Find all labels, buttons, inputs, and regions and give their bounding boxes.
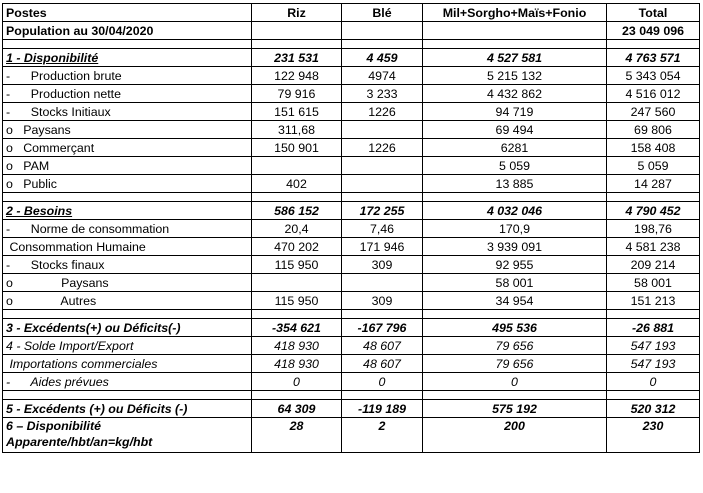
spacer-cell bbox=[342, 310, 423, 319]
spacer-cell bbox=[607, 193, 700, 202]
cell-label: - Stocks Initiaux bbox=[3, 103, 252, 121]
cell-ble: 1226 bbox=[342, 139, 423, 157]
cell-riz: 0 bbox=[252, 373, 342, 391]
spacer-row bbox=[3, 310, 700, 319]
cell-total: 4 516 012 bbox=[607, 85, 700, 103]
cell-riz: 586 152 bbox=[252, 202, 342, 220]
table-row bbox=[3, 256, 700, 274]
cell-total: 547 193 bbox=[607, 337, 700, 355]
cell-mil-sorgho: 200 bbox=[423, 418, 607, 453]
cell-mil-sorgho: 58 001 bbox=[423, 274, 607, 292]
cell-label: Importations commerciales bbox=[3, 355, 252, 373]
cell-total: 151 213 bbox=[607, 292, 700, 310]
table-row bbox=[3, 355, 700, 373]
spacer-cell bbox=[342, 193, 423, 202]
spacer-cell bbox=[252, 391, 342, 400]
cell-label: - Production nette bbox=[3, 85, 252, 103]
table-row bbox=[3, 337, 700, 355]
cell-total: 14 287 bbox=[607, 175, 700, 193]
table-row bbox=[3, 157, 700, 175]
cell-mil-sorgho: 495 536 bbox=[423, 319, 607, 337]
cell-riz: 231 531 bbox=[252, 49, 342, 67]
cell-ble: 309 bbox=[342, 292, 423, 310]
cell-total: 5 059 bbox=[607, 157, 700, 175]
cell-label: - Norme de consommation bbox=[3, 220, 252, 238]
spacer-cell bbox=[252, 310, 342, 319]
cereal-balance-table bbox=[2, 3, 700, 453]
cell-ble bbox=[342, 121, 423, 139]
cell-ble: 172 255 bbox=[342, 202, 423, 220]
table-row bbox=[3, 85, 700, 103]
header-mil-sorgho: Mil+Sorgho+Maïs+Fonio bbox=[423, 4, 607, 22]
cell-label: - Production brute bbox=[3, 67, 252, 85]
spacer-cell bbox=[423, 310, 607, 319]
cell-ble: 4974 bbox=[342, 67, 423, 85]
cell-ble: 309 bbox=[342, 256, 423, 274]
spacer-cell bbox=[3, 40, 252, 49]
spacer-row bbox=[3, 193, 700, 202]
cell-label: 5 - Excédents (+) ou Déficits (-) bbox=[3, 400, 252, 418]
cell-mil-sorgho: 5 215 132 bbox=[423, 67, 607, 85]
cell-riz: 311,68 bbox=[252, 121, 342, 139]
cell-mil-sorgho: 79 656 bbox=[423, 337, 607, 355]
cell-mil-sorgho: 575 192 bbox=[423, 400, 607, 418]
cell-riz: -354 621 bbox=[252, 319, 342, 337]
cell-total: 547 193 bbox=[607, 355, 700, 373]
cell-label: Consommation Humaine bbox=[3, 238, 252, 256]
cell-total: 230 bbox=[607, 418, 700, 453]
cell-riz bbox=[252, 157, 342, 175]
cell-riz: 418 930 bbox=[252, 337, 342, 355]
table-row bbox=[3, 67, 700, 85]
cell-mil-sorgho: 13 885 bbox=[423, 175, 607, 193]
table-row bbox=[3, 373, 700, 391]
spacer-cell bbox=[3, 193, 252, 202]
spacer-cell bbox=[423, 391, 607, 400]
cell-label: o Autres bbox=[3, 292, 252, 310]
spacer-cell bbox=[3, 391, 252, 400]
cell-mil-sorgho: 92 955 bbox=[423, 256, 607, 274]
cell-total: 158 408 bbox=[607, 139, 700, 157]
header-ble: Blé bbox=[342, 4, 423, 22]
cell-mil-sorgho: 94 719 bbox=[423, 103, 607, 121]
cell-mil-sorgho: 4 032 046 bbox=[423, 202, 607, 220]
spacer-cell bbox=[607, 310, 700, 319]
cell-label: 1 - Disponibilité bbox=[3, 49, 252, 67]
cell-label: 2 - Besoins bbox=[3, 202, 252, 220]
header-riz: Riz bbox=[252, 4, 342, 22]
cell-riz: 122 948 bbox=[252, 67, 342, 85]
cell-ble: 3 233 bbox=[342, 85, 423, 103]
cell-riz: 20,4 bbox=[252, 220, 342, 238]
table-row bbox=[3, 418, 700, 453]
cell-riz: 150 901 bbox=[252, 139, 342, 157]
cell-ble bbox=[342, 22, 423, 40]
cell-riz: 64 309 bbox=[252, 400, 342, 418]
cell-label: 6 – Disponibilité Apparente/hbt/an=kg/hbt bbox=[3, 418, 252, 453]
cell-mil-sorgho: 0 bbox=[423, 373, 607, 391]
cell-total: 520 312 bbox=[607, 400, 700, 418]
cell-label: o Paysans bbox=[3, 274, 252, 292]
spacer-row bbox=[3, 40, 700, 49]
cell-total: -26 881 bbox=[607, 319, 700, 337]
spacer-cell bbox=[342, 40, 423, 49]
cell-riz: 115 950 bbox=[252, 256, 342, 274]
spacer-cell bbox=[252, 193, 342, 202]
cell-label: 4 - Solde Import/Export bbox=[3, 337, 252, 355]
cell-total: 23 049 096 bbox=[607, 22, 700, 40]
table-row bbox=[3, 103, 700, 121]
cell-riz: 151 615 bbox=[252, 103, 342, 121]
cell-mil-sorgho: 34 954 bbox=[423, 292, 607, 310]
cell-total: 69 806 bbox=[607, 121, 700, 139]
spacer-cell bbox=[342, 391, 423, 400]
cell-total: 198,76 bbox=[607, 220, 700, 238]
table-row bbox=[3, 319, 700, 337]
table-row bbox=[3, 22, 700, 40]
cell-label: o PAM bbox=[3, 157, 252, 175]
table-row bbox=[3, 175, 700, 193]
cell-total: 5 343 054 bbox=[607, 67, 700, 85]
spacer-cell bbox=[423, 40, 607, 49]
cell-total: 0 bbox=[607, 373, 700, 391]
table-row bbox=[3, 220, 700, 238]
table-row bbox=[3, 400, 700, 418]
cell-total: 4 763 571 bbox=[607, 49, 700, 67]
table-row bbox=[3, 121, 700, 139]
header-postes: Postes bbox=[3, 4, 252, 22]
spacer-cell bbox=[607, 391, 700, 400]
cell-label: - Aides prévues bbox=[3, 373, 252, 391]
cell-label: Population au 30/04/2020 bbox=[3, 22, 252, 40]
cell-riz: 418 930 bbox=[252, 355, 342, 373]
table-row bbox=[3, 202, 700, 220]
cell-ble: 4 459 bbox=[342, 49, 423, 67]
cell-ble bbox=[342, 157, 423, 175]
cell-ble: 0 bbox=[342, 373, 423, 391]
table-row bbox=[3, 238, 700, 256]
cell-mil-sorgho: 69 494 bbox=[423, 121, 607, 139]
cell-ble: 1226 bbox=[342, 103, 423, 121]
cell-ble: -167 796 bbox=[342, 319, 423, 337]
table-row bbox=[3, 274, 700, 292]
cell-label: o Public bbox=[3, 175, 252, 193]
cell-mil-sorgho: 79 656 bbox=[423, 355, 607, 373]
cell-mil-sorgho: 4 527 581 bbox=[423, 49, 607, 67]
spacer-cell bbox=[3, 310, 252, 319]
cell-mil-sorgho: 3 939 091 bbox=[423, 238, 607, 256]
cell-total: 4 581 238 bbox=[607, 238, 700, 256]
cell-ble: -119 189 bbox=[342, 400, 423, 418]
cell-ble: 48 607 bbox=[342, 355, 423, 373]
cell-total: 247 560 bbox=[607, 103, 700, 121]
cell-mil-sorgho: 170,9 bbox=[423, 220, 607, 238]
cell-label: - Stocks finaux bbox=[3, 256, 252, 274]
cell-riz: 79 916 bbox=[252, 85, 342, 103]
cell-riz bbox=[252, 22, 342, 40]
cell-ble bbox=[342, 175, 423, 193]
cell-label: 3 - Excédents(+) ou Déficits(-) bbox=[3, 319, 252, 337]
table-row bbox=[3, 139, 700, 157]
cell-label: o Commerçant bbox=[3, 139, 252, 157]
header-total: Total bbox=[607, 4, 700, 22]
cell-total: 4 790 452 bbox=[607, 202, 700, 220]
cell-ble bbox=[342, 274, 423, 292]
cell-riz bbox=[252, 274, 342, 292]
header-row bbox=[3, 4, 700, 22]
cell-mil-sorgho: 5 059 bbox=[423, 157, 607, 175]
cell-mil-sorgho: 4 432 862 bbox=[423, 85, 607, 103]
table-row bbox=[3, 292, 700, 310]
spacer-cell bbox=[423, 193, 607, 202]
cell-mil-sorgho: 6281 bbox=[423, 139, 607, 157]
spacer-cell bbox=[607, 40, 700, 49]
cell-riz: 115 950 bbox=[252, 292, 342, 310]
cell-ble: 7,46 bbox=[342, 220, 423, 238]
cell-ble: 2 bbox=[342, 418, 423, 453]
spacer-row bbox=[3, 391, 700, 400]
spacer-cell bbox=[252, 40, 342, 49]
table-row bbox=[3, 49, 700, 67]
cell-riz: 470 202 bbox=[252, 238, 342, 256]
cell-label: o Paysans bbox=[3, 121, 252, 139]
table-body bbox=[3, 4, 700, 453]
cell-ble: 171 946 bbox=[342, 238, 423, 256]
cell-riz: 28 bbox=[252, 418, 342, 453]
cell-ble: 48 607 bbox=[342, 337, 423, 355]
cell-riz: 402 bbox=[252, 175, 342, 193]
cell-total: 58 001 bbox=[607, 274, 700, 292]
cell-mil-sorgho bbox=[423, 22, 607, 40]
cell-total: 209 214 bbox=[607, 256, 700, 274]
